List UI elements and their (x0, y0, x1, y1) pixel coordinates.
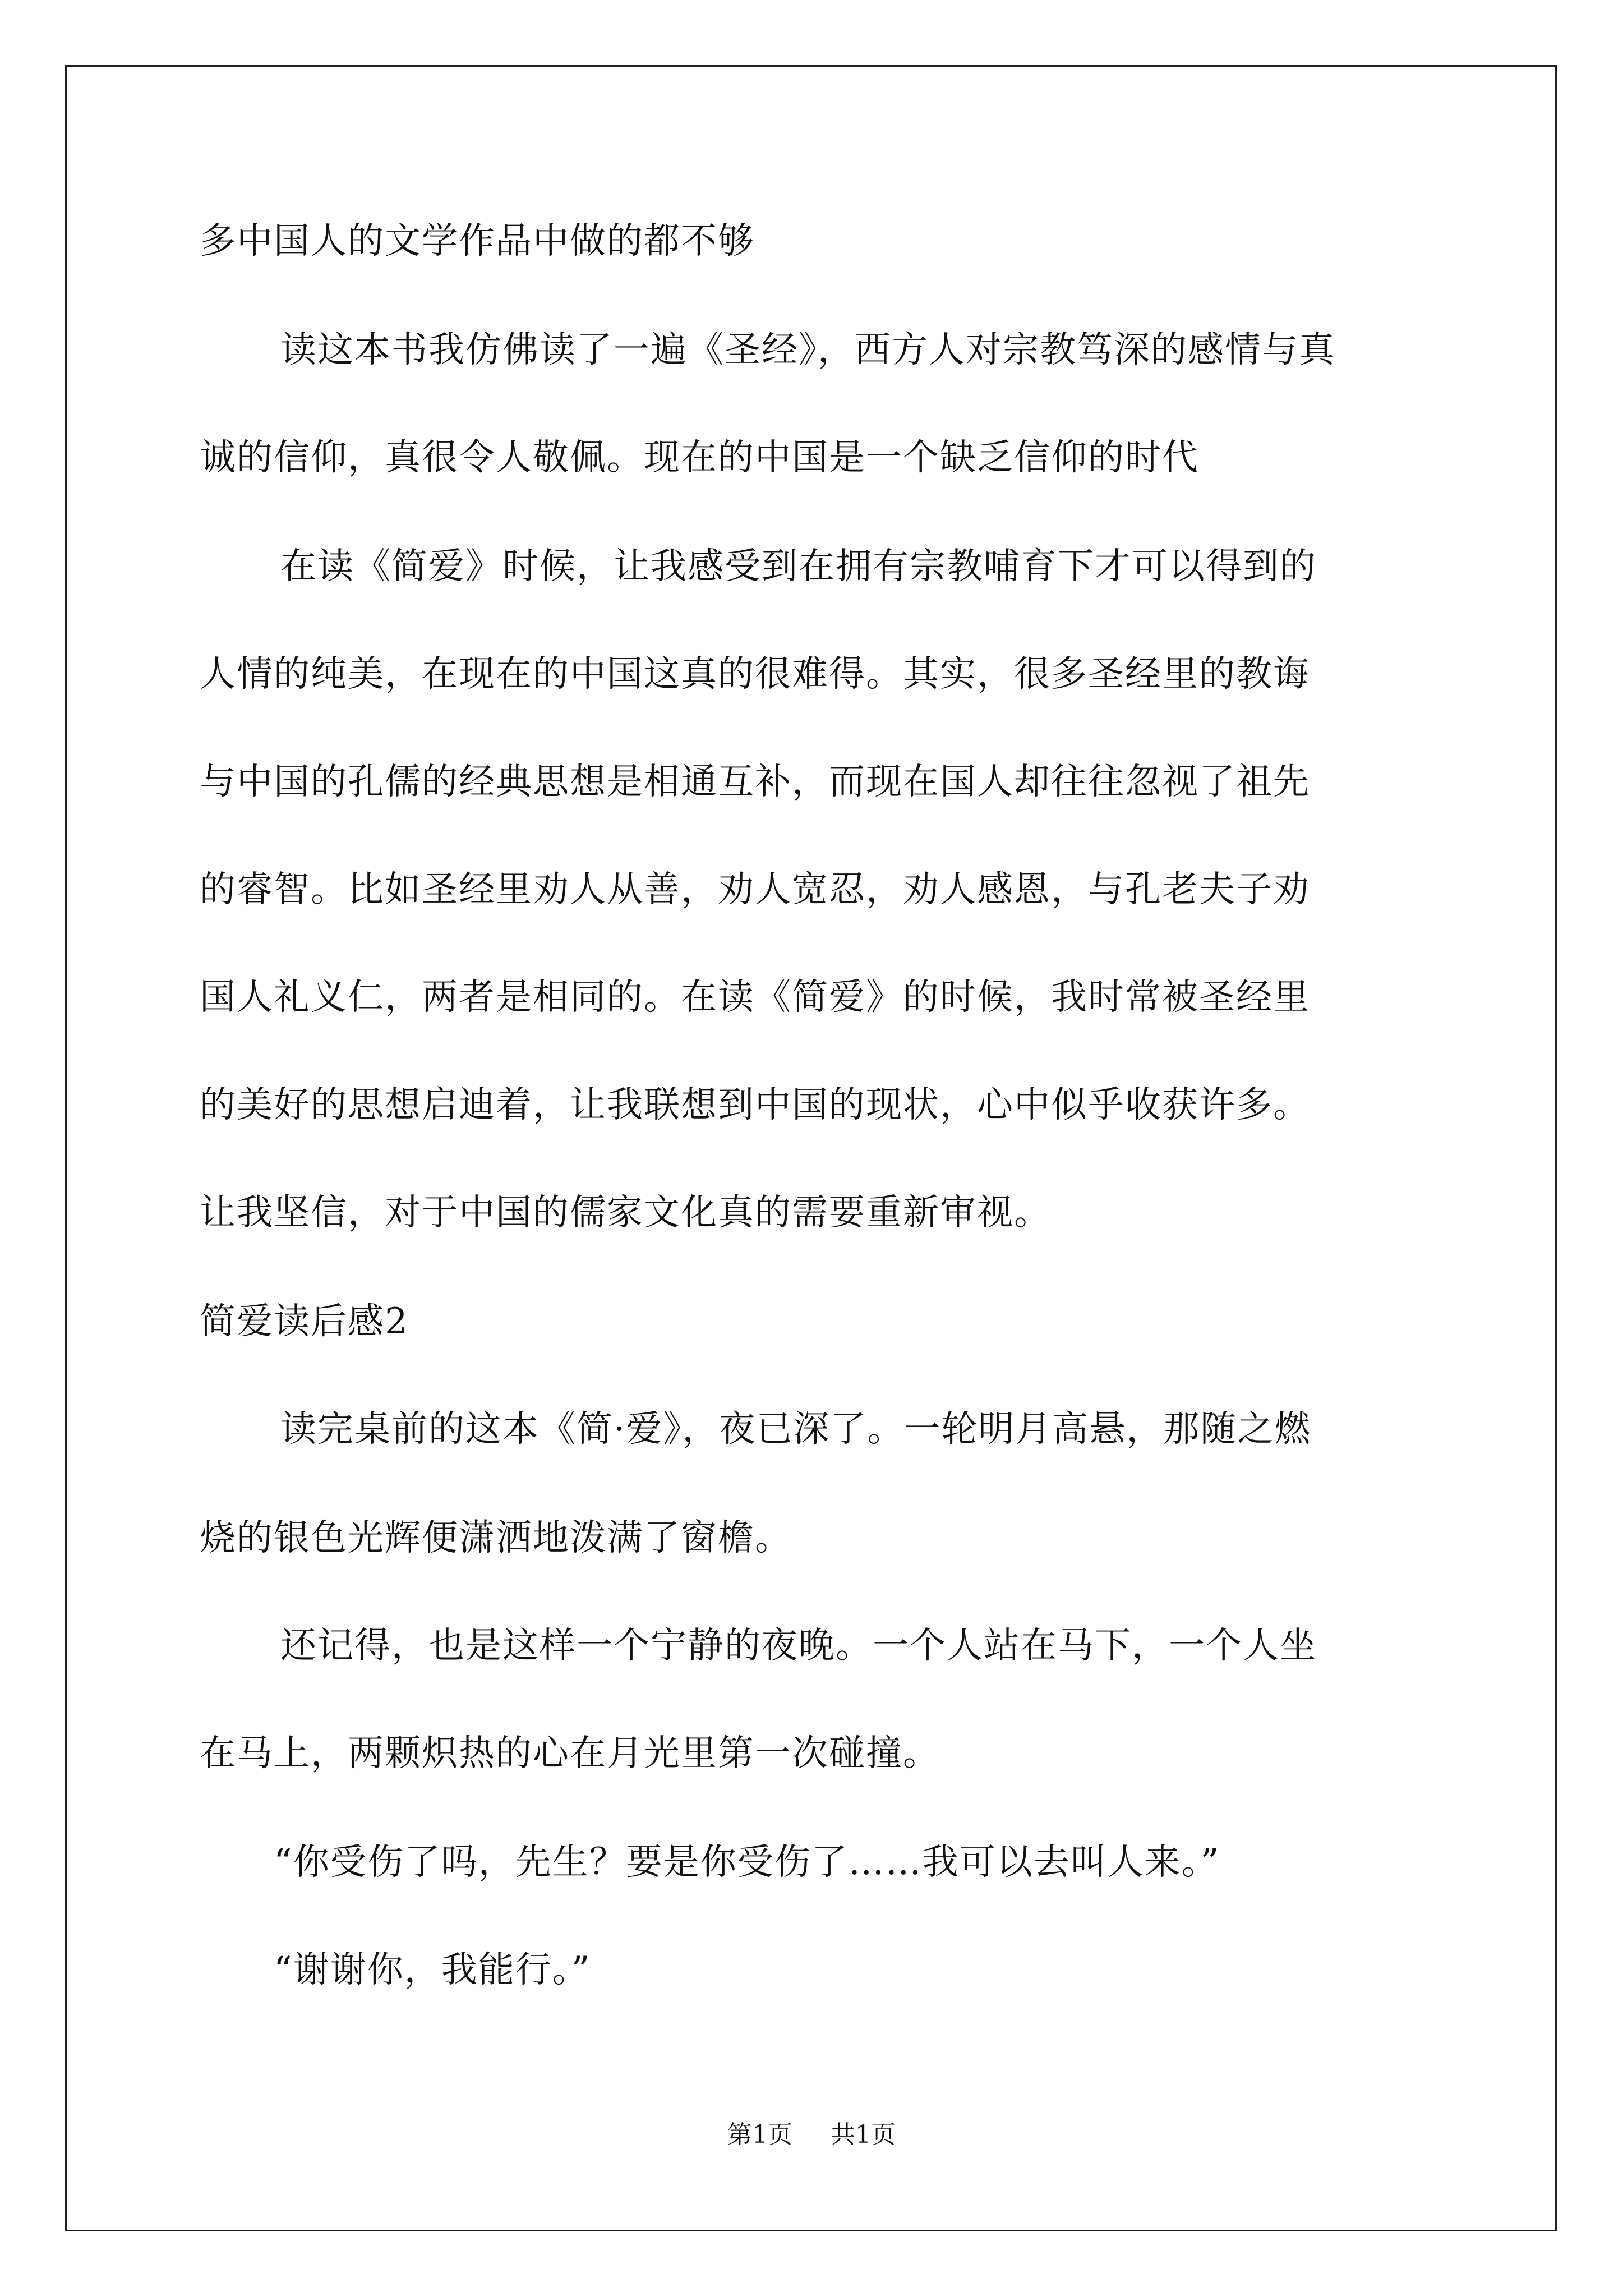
paragraph-line: 读完桌前的这本《简·爱》，夜已深了。一轮明月高悬，那随之燃 (280, 1409, 1312, 1450)
text-line: 让我坚信，对于中国的儒家文化真的需要重新审视。 (200, 1192, 1051, 1234)
text-line: 的美好的思想启迪着，让我联想到中国的现状，心中似乎收获许多。 (200, 1084, 1310, 1126)
text-line: 的睿智。比如圣经里劝人从善，劝人宽忍，劝人感恩，与孔老夫子劝 (200, 869, 1310, 910)
text-line: 烧的银色光辉便潇洒地泼满了窗檐。 (200, 1517, 792, 1559)
page-footer (0, 2119, 1623, 2151)
text-line: 诚的信仰，真很令人敬佩。现在的中国是一个缺乏信仰的时代 (200, 437, 1199, 478)
text-line: 多中国人的文学作品中做的都不够 (200, 220, 755, 262)
paragraph-line: 还记得，也是这样一个宁静的夜晚。一个人站在马下，一个人坐 (280, 1625, 1317, 1667)
dialogue-line: “你受伤了吗，先生？要是你受伤了……我可以去叫人来。” (274, 1842, 1220, 1883)
page-frame (65, 65, 1557, 2231)
text-line: 国人礼义仁，两者是相同的。在读《简爱》的时候，我时常被圣经里 (200, 977, 1310, 1018)
text-line: 在马上，两颗炽热的心在月光里第一次碰撞。 (200, 1733, 940, 1774)
paragraph-line: 在读《简爱》时候，让我感受到在拥有宗教哺育下才可以得到的 (280, 546, 1317, 587)
page-number-current: 第1页 (727, 2120, 792, 2149)
section-heading: 简爱读后感2 (200, 1301, 409, 1342)
text-line: 与中国的孔儒的经典思想是相通互补，而现在国人却往往忽视了祖先 (200, 761, 1310, 803)
paragraph-line: 读这本书我仿佛读了一遍《圣经》，西方人对宗教笃深的感情与真 (280, 329, 1336, 371)
page-number-total: 共1页 (831, 2120, 896, 2149)
text-line: 人情的纯美，在现在的中国这真的很难得。其实，很多圣经里的教诲 (200, 654, 1310, 695)
dialogue-line: “谢谢你，我能行。” (274, 1949, 591, 1991)
